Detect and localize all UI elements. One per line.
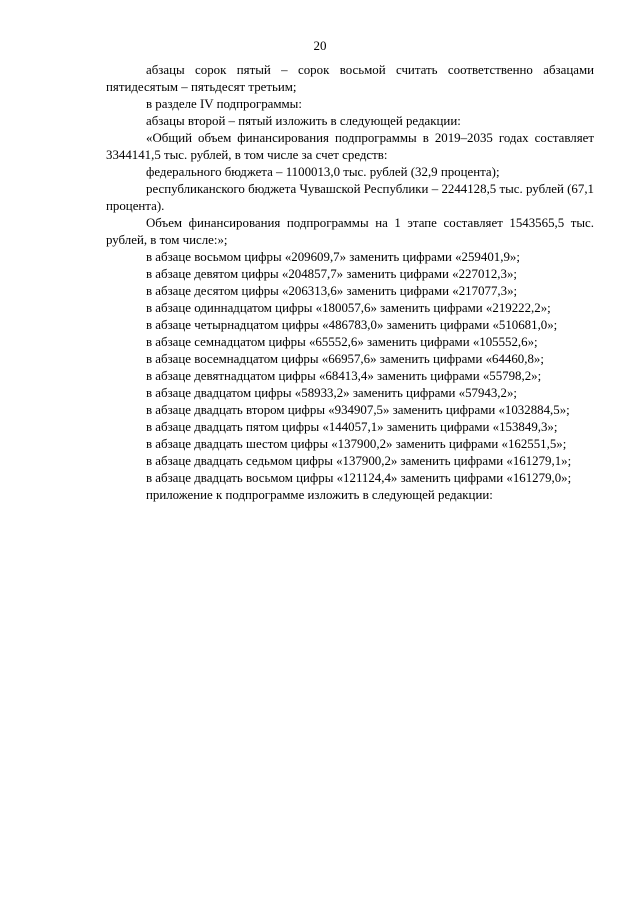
paragraph: в абзаце четырнадцатом цифры «486783,0» заменить цифрами «510681,0»;	[146, 318, 558, 332]
paragraph: Объем финансирования подпрограммы на 1 этапе составляет 1543565,5 тыс. рублей, в том числе:»;	[106, 216, 594, 247]
paragraph: в абзаце двадцатом цифры «58933,2» заменить цифрами «57943,2»;	[146, 386, 518, 400]
paragraph: республиканского бюджета Чувашской Республики – 2244128,5 тыс. рублей (67,1 процента).	[106, 182, 594, 213]
paragraph: «Общий объем финансирования подпрограммы в 2019–2035 годах составляет 3344141,5 тыс. рублей, в том числе за счет средств:	[106, 131, 594, 162]
paragraph: приложение к подпрограмме изложить в следующей редакции:	[146, 488, 493, 502]
paragraph: федерального бюджета – 1100013,0 тыс. рублей (32,9 процента);	[146, 165, 500, 179]
paragraph: в разделе IV подпрограммы:	[146, 97, 302, 111]
paragraph: в абзаце двадцать шестом цифры «137900,2» заменить цифрами «162551,5»;	[146, 437, 567, 451]
paragraph: в абзаце восьмом цифры «209609,7» заменить цифрами «259401,9»;	[146, 250, 520, 264]
paragraph: в абзаце восемнадцатом цифры «66957,6» заменить цифрами «64460,8»;	[146, 352, 544, 366]
paragraph: в абзаце девятом цифры «204857,7» заменить цифрами «227012,3»;	[146, 267, 517, 281]
paragraph: абзацы второй – пятый изложить в следующей редакции:	[146, 114, 461, 128]
paragraph: в абзаце десятом цифры «206313,6» заменить цифрами «217077,3»;	[146, 284, 518, 298]
paragraph: в абзаце двадцать втором цифры «934907,5» заменить цифрами «1032884,5»;	[146, 403, 570, 417]
document-body	[106, 62, 594, 504]
paragraph: в абзаце двадцать восьмом цифры «121124,4» заменить цифрами «161279,0»;	[146, 471, 572, 485]
paragraph: в абзаце семнадцатом цифры «65552,6» заменить цифрами «105552,6»;	[146, 335, 538, 349]
paragraph: абзацы сорок пятый – сорок восьмой считать соответственно абзацами пятидесятым – пятьдесят третьим;	[106, 63, 594, 94]
page-number: 20	[313, 38, 327, 53]
paragraph: в абзаце двадцать седьмом цифры «137900,2» заменить цифрами «161279,1»;	[146, 454, 572, 468]
paragraph: в абзаце одиннадцатом цифры «180057,6» заменить цифрами «219222,2»;	[146, 301, 551, 315]
paragraph: в абзаце двадцать пятом цифры «144057,1» заменить цифрами «153849,3»;	[146, 420, 558, 434]
paragraph: в абзаце девятнадцатом цифры «68413,4» заменить цифрами «55798,2»;	[146, 369, 542, 383]
